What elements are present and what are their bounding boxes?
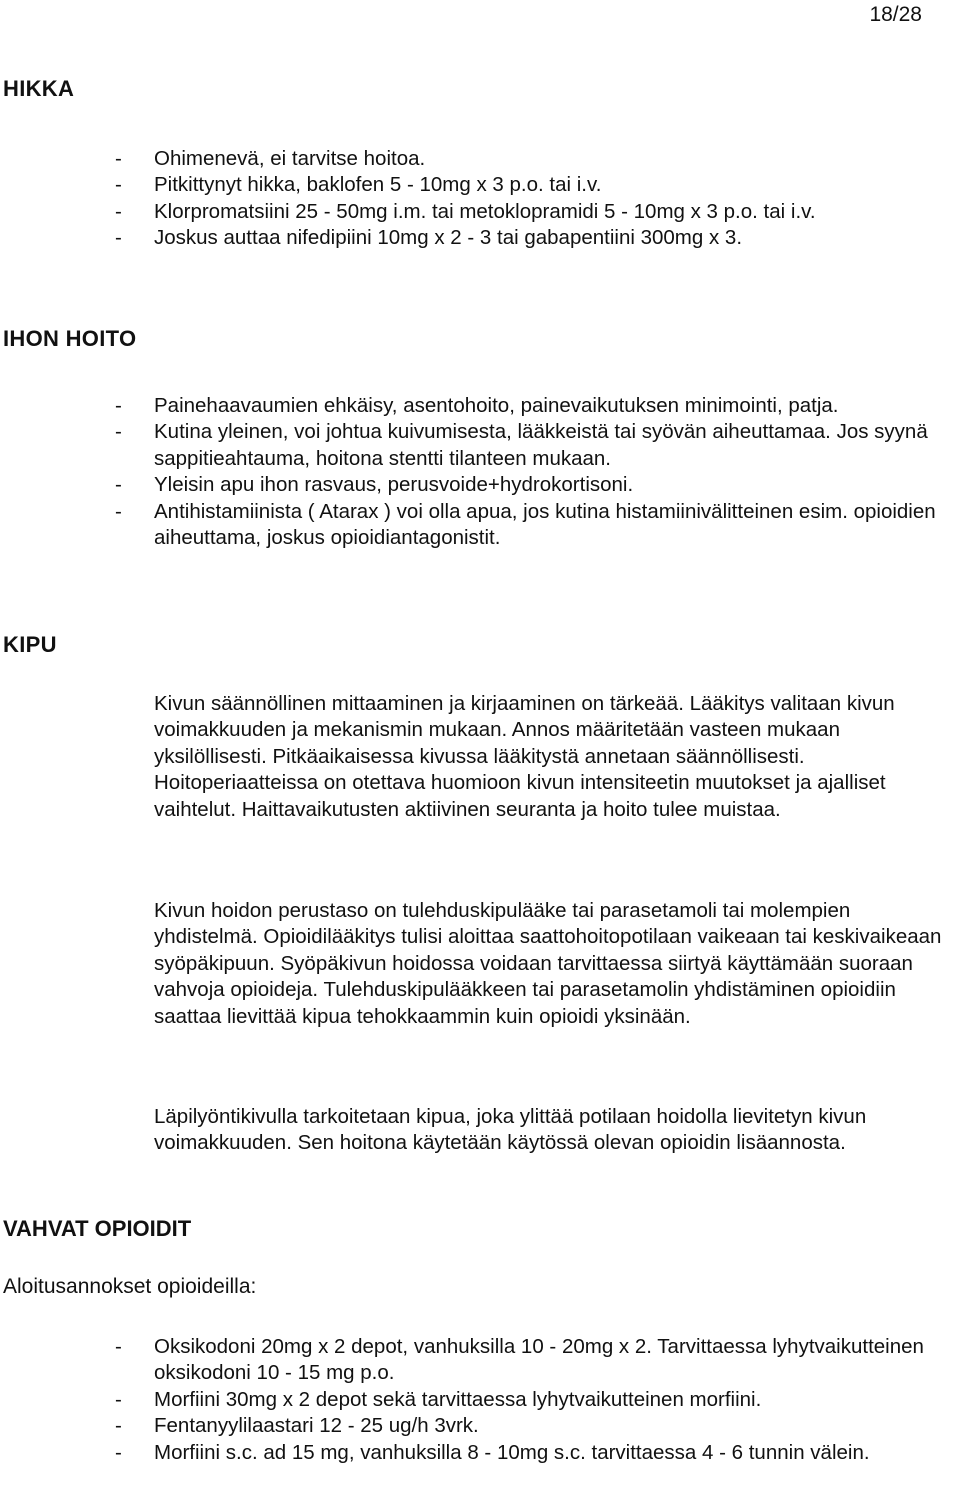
- list-item: - Fentanyylilaastari 12 - 25 ug/h 3vrk.: [115, 1413, 955, 1439]
- opioidit-list: [115, 1334, 955, 1466]
- list-item: - Antihistamiinista ( Atarax ) voi olla apua, jos kutina histamiinivälitteinen esim. opioidien aiheuttama, joskus opioidiantagonistit.: [115, 499, 936, 550]
- section-heading-kipu: KIPU: [3, 632, 57, 657]
- section-heading-vahvat-opioidit: VAHVAT OPIOIDIT: [3, 1216, 192, 1241]
- dash-bullet: -: [115, 1440, 122, 1464]
- kipu-paragraph-1: Kivun säännöllinen mittaaminen ja kirjaaminen on tärkeää. Lääkitys valitaan kivun voimakkuuden ja mekanismin mukaan. Annos määritetään vasteen mukaan yksilöllisesti. Pitkäaikaisessa kivussa lääkitystä annetaan säännöllisesti. Hoitoperiaatteissa on otettava huomioon kivun intensiteetin muutokset ja ajalliset vaihtelut. Haittavaikutusten aktiivinen seuranta ja hoito tulee muistaa.: [154, 692, 895, 821]
- dash-bullet: -: [115, 420, 122, 444]
- list-item: - Klorpromatsiini 25 - 50mg i.m. tai metoklopramidi 5 - 10mg x 3 p.o. tai i.v.: [115, 199, 955, 225]
- dash-bullet: -: [115, 499, 122, 523]
- kipu-paragraph-3: Läpilyöntikivulla tarkoitetaan kipua, joka ylittää potilaan hoidolla lievitetyn kivun voimakkuuden. Sen hoitona käytetään käytössä olevan opioidin lisäannosta.: [154, 1105, 867, 1155]
- dash-bullet: -: [115, 147, 122, 170]
- dash-bullet: -: [115, 199, 122, 223]
- list-item: - Yleisin apu ihon rasvaus, perusvoide+hydrokortisoni.: [115, 472, 955, 498]
- list-item: - Pitkittynyt hikka, baklofen 5 - 10mg x 3 p.o. tai i.v.: [115, 172, 955, 198]
- section-heading-ihon-hoito: IHON HOITO: [3, 326, 137, 351]
- dash-bullet: -: [115, 1335, 122, 1358]
- page-number: 18/28: [869, 3, 922, 26]
- kipu-paragraph-2: Kivun hoidon perustaso on tulehduskipulääke tai parasetamoli tai molempien yhdistelmä. Opioidilääkitys tulisi aloittaa saattohoitopotilaan vaikeaan tai keskivaikeaan syöpäkipuun. Syöpäkivun hoidossa voidaan tarvittaessa siirtyä käyttämään suoraan vahvoja opioideja. Tulehduskipulääkkeen tai parasetamolin yhdistäminen opioidiin saattaa lievittää kipua tehokkaammin kuin opioidi yksinään.: [154, 899, 942, 1028]
- list-item: - Oksikodoni 20mg x 2 depot, vanhuksilla 10 - 20mg x 2. Tarvittaessa lyhytvaikutteinen oksikodoni 10 - 15 mg p.o.: [115, 1335, 924, 1385]
- dash-bullet: -: [115, 173, 122, 197]
- dash-bullet: -: [115, 394, 122, 417]
- dash-bullet: -: [115, 1387, 122, 1411]
- dash-bullet: -: [115, 1414, 122, 1438]
- list-item: - Morfiini s.c. ad 15 mg, vanhuksilla 8 - 10mg s.c. tarvittaessa 4 - 6 tunnin välein.: [115, 1440, 955, 1466]
- subheading-aloitusannokset: Aloitusannokset opioideilla:: [3, 1275, 257, 1298]
- hikka-list: [115, 146, 955, 252]
- list-item: - Joskus auttaa nifedipiini 10mg x 2 - 3 tai gabapentiini 300mg x 3.: [115, 225, 955, 251]
- list-item: - Painehaavaumien ehkäisy, asentohoito, painevaikutuksen minimointi, patja.: [115, 393, 955, 419]
- list-item: - Morfiini 30mg x 2 depot sekä tarvittaessa lyhytvaikutteinen morfiini.: [115, 1387, 955, 1413]
- dash-bullet: -: [115, 226, 122, 250]
- list-item: - Kutina yleinen, voi johtua kuivumisesta, lääkkeistä tai syövän aiheuttamaa. Jos syynä sappitieahtauma, hoitona stentti tilanteen mukaan.: [115, 420, 928, 470]
- ihon-hoito-list: [115, 393, 955, 551]
- section-heading-hikka: HIKKA: [3, 76, 75, 101]
- list-item: - Ohimenevä, ei tarvitse hoitoa.: [115, 146, 955, 172]
- dash-bullet: -: [115, 473, 122, 497]
